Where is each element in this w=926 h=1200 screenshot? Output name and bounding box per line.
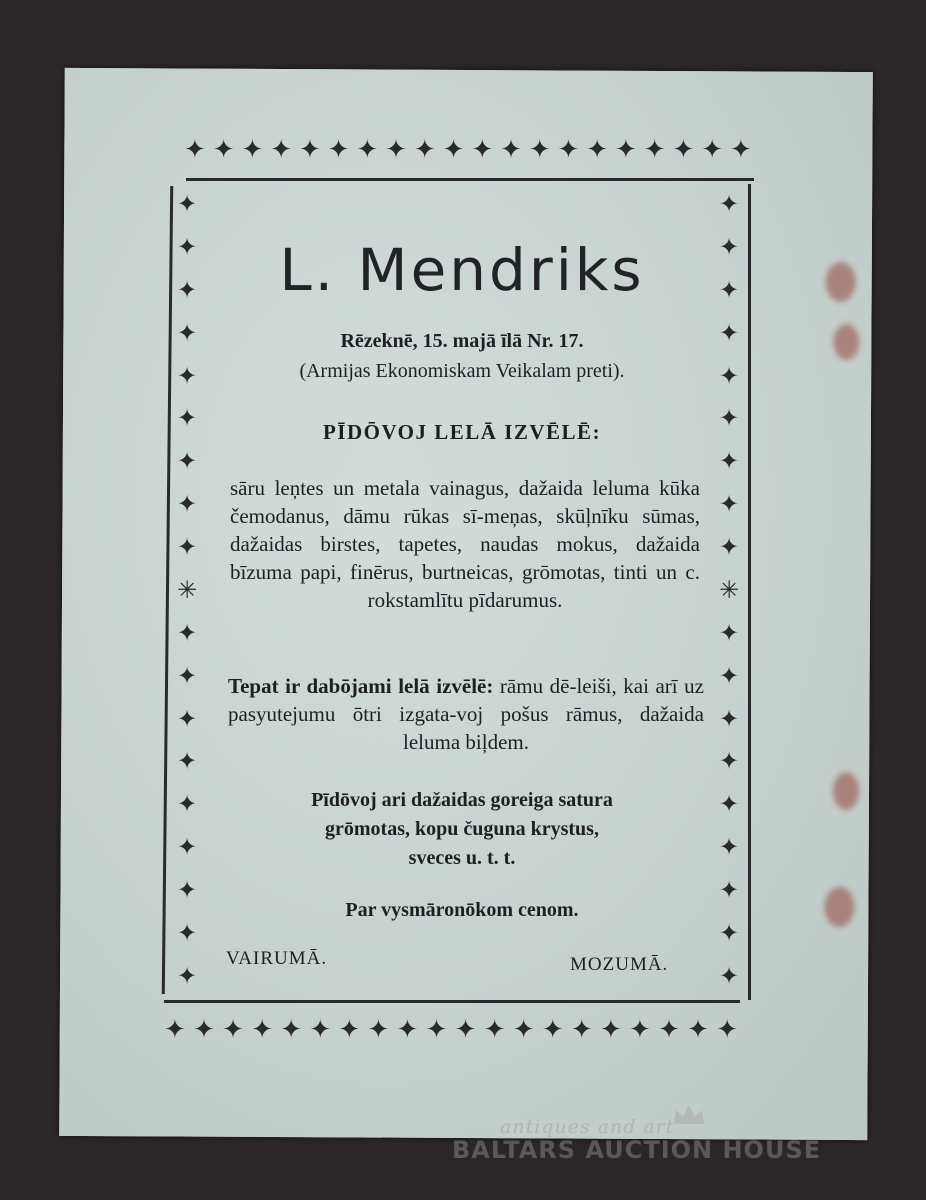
diamond-ornament-icon: ✦ — [212, 135, 235, 165]
offer-heading: PĪDŌVOJ LELĀ IZVĒLĒ: — [322, 420, 602, 444]
diamond-ornament-icon: ✦ — [176, 232, 198, 261]
stain — [833, 772, 859, 810]
prices-line: Par vysmāronōkom cenom. — [345, 899, 579, 921]
diamond-ornament-icon: ✦ — [184, 135, 206, 165]
diamond-ornament-icon: ✦ — [309, 1015, 332, 1045]
diamond-ornament-icon: ✦ — [454, 1015, 477, 1045]
diamond-ornament-icon: ✦ — [176, 490, 198, 519]
diamond-ornament-icon: ✦ — [599, 1015, 622, 1045]
watermark-company: BALTARS AUCTION HOUSE — [452, 1136, 822, 1164]
offer-line-1: Pīdōvoj ari dažaidas goreiga satura — [311, 789, 613, 811]
stain — [824, 887, 854, 927]
diamond-ornament-icon: ✦ — [701, 135, 724, 165]
diamond-ornament-icon: ✦ — [718, 876, 740, 904]
diamond-ornament-icon: ✦ — [176, 190, 198, 218]
diamond-ornament-icon: ✦ — [687, 1015, 709, 1045]
diamond-ornament-icon: ✦ — [718, 190, 740, 218]
frames-paragraph-lead: Tepat ir dabōjami lelā izvēlē: — [228, 674, 494, 698]
diamond-ornament-icon: ✦ — [718, 833, 740, 862]
diamond-ornament-icon: ✦ — [176, 361, 198, 390]
diamond-ornament-icon: ✦ — [718, 533, 740, 561]
top-ornament-border — [184, 134, 752, 166]
diamond-ornament-icon: ✦ — [176, 618, 198, 647]
diamond-ornament-icon: ✦ — [629, 1015, 651, 1045]
diamond-ornament-icon: ✦ — [164, 1015, 186, 1045]
diamond-ornament-icon: ✦ — [716, 1015, 738, 1045]
diamond-ornament-icon: ✦ — [512, 1015, 535, 1045]
crown-icon — [672, 1102, 706, 1128]
diamond-ornament-icon: ✦ — [176, 404, 198, 433]
diamond-ornament-icon: ✦ — [718, 404, 740, 433]
offer-line-2: grōmotas, kopu čuguna krystus, — [325, 818, 599, 840]
diamond-ornament-icon: ✦ — [241, 135, 264, 165]
diamond-ornament-icon: ✦ — [586, 135, 609, 165]
diamond-ornament-icon: ✦ — [718, 661, 740, 690]
diamond-ornament-icon: ✦ — [615, 135, 637, 165]
diamond-ornament-icon: ✦ — [176, 447, 198, 476]
diamond-ornament-icon: ✦ — [367, 1015, 390, 1045]
diamond-ornament-icon: ✦ — [176, 275, 198, 304]
diamond-ornament-icon: ✦ — [718, 447, 740, 476]
diamond-ornament-icon: ✦ — [338, 1015, 361, 1045]
diamond-ornament-icon: ✦ — [718, 361, 740, 390]
diamond-ornament-icon: ✦ — [251, 1015, 273, 1045]
diamond-ornament-icon: ✦ — [176, 533, 198, 561]
diamond-ornament-icon: ✦ — [471, 135, 494, 165]
goods-paragraph: sāru leņtes un metala vainagus, dažaida leluma kūka čemodanus, dāmu rūkas sī-meņas, skūļnīku sūmas, dažaidas birstes, tapetes, naudas mokus, dažaida bīzuma papi, finērus, burtneicas, grōmotas, tinti un c. rokstamlītu pīdarumus. — [230, 476, 700, 612]
bottom-ornament-border — [164, 1012, 738, 1048]
diamond-ornament-icon: ✦ — [672, 135, 695, 165]
diamond-ornament-icon: ✦ — [280, 1015, 303, 1045]
diamond-ornament-icon: ✦ — [176, 747, 198, 776]
diamond-ornament-icon: ✦ — [541, 1015, 564, 1045]
diamond-ornament-icon: ✦ — [718, 704, 740, 733]
diamond-ornament-icon: ✦ — [356, 135, 379, 165]
diamond-ornament-icon: ✦ — [658, 1015, 680, 1045]
diamond-ornament-icon: ✦ — [176, 790, 198, 819]
diamond-ornament-icon: ✦ — [176, 876, 198, 904]
diamond-ornament-icon: ✦ — [718, 747, 740, 776]
diamond-ornament-icon: ✦ — [718, 618, 740, 647]
frames-paragraph — [228, 672, 704, 756]
diamond-ornament-icon: ✦ — [176, 318, 198, 347]
diamond-ornament-icon: ✦ — [718, 490, 740, 519]
diamond-ornament-icon: ✦ — [298, 135, 321, 165]
diamond-ornament-icon: ✦ — [425, 1015, 448, 1045]
stain — [826, 262, 856, 302]
diamond-ornament-icon: ✦ — [396, 1015, 419, 1045]
stain — [833, 324, 859, 360]
diamond-ornament-icon: ✦ — [442, 135, 465, 165]
diamond-ornament-icon: ✦ — [570, 1015, 593, 1045]
location-note: (Armijas Ekonomiskam Veikalam preti). — [299, 360, 625, 382]
ad-panel — [182, 188, 742, 998]
diamond-ornament-icon: ✦ — [718, 961, 740, 990]
address: Rēzeknē, 15. majā īlā Nr. 17. — [340, 330, 584, 352]
diamond-ornament-icon: ✦ — [718, 275, 740, 304]
diamond-ornament-icon: ✦ — [500, 135, 522, 165]
offer-line-3: sveces u. t. t. — [408, 847, 516, 869]
diamond-ornament-icon: ✦ — [176, 661, 198, 690]
asterisk-ornament-icon: ✳ — [176, 575, 198, 604]
diamond-ornament-icon: ✦ — [643, 135, 666, 165]
diamond-ornament-icon: ✦ — [222, 1015, 244, 1045]
diamond-ornament-icon: ✦ — [385, 135, 407, 165]
watermark-tagline: antiques and art — [500, 1116, 675, 1138]
top-rule — [186, 178, 754, 181]
diamond-ornament-icon: ✦ — [483, 1015, 506, 1045]
diamond-ornament-icon: ✦ — [176, 918, 198, 947]
merchant-name: L. Mendriks — [279, 236, 645, 304]
diamond-ornament-icon: ✦ — [729, 135, 752, 165]
diamond-ornament-icon: ✦ — [176, 704, 198, 733]
diamond-ornament-icon: ✦ — [718, 232, 740, 261]
diamond-ornament-icon: ✦ — [176, 961, 198, 990]
right-rule — [748, 184, 751, 1000]
diamond-ornament-icon: ✦ — [718, 318, 740, 347]
diamond-ornament-icon: ✦ — [270, 135, 292, 165]
bottom-rule — [164, 1000, 740, 1003]
diamond-ornament-icon: ✦ — [193, 1015, 215, 1045]
diamond-ornament-icon: ✦ — [557, 135, 580, 165]
frames-paragraph-rest: rāmu dē-leiši, kai arī uz pasyutejumu ōtri izgata-voj pošus rāmus, dažaida leluma biļdem. — [228, 674, 704, 754]
retail-label: MOZUMĀ. — [570, 954, 669, 975]
diamond-ornament-icon: ✦ — [413, 135, 436, 165]
diamond-ornament-icon: ✦ — [327, 135, 350, 165]
asterisk-ornament-icon: ✳ — [718, 575, 740, 604]
diamond-ornament-icon: ✦ — [718, 790, 740, 819]
wholesale-label: VAIRUMĀ. — [226, 948, 328, 969]
diamond-ornament-icon: ✦ — [528, 135, 551, 165]
diamond-ornament-icon: ✦ — [718, 918, 740, 947]
diamond-ornament-icon: ✦ — [176, 833, 198, 862]
